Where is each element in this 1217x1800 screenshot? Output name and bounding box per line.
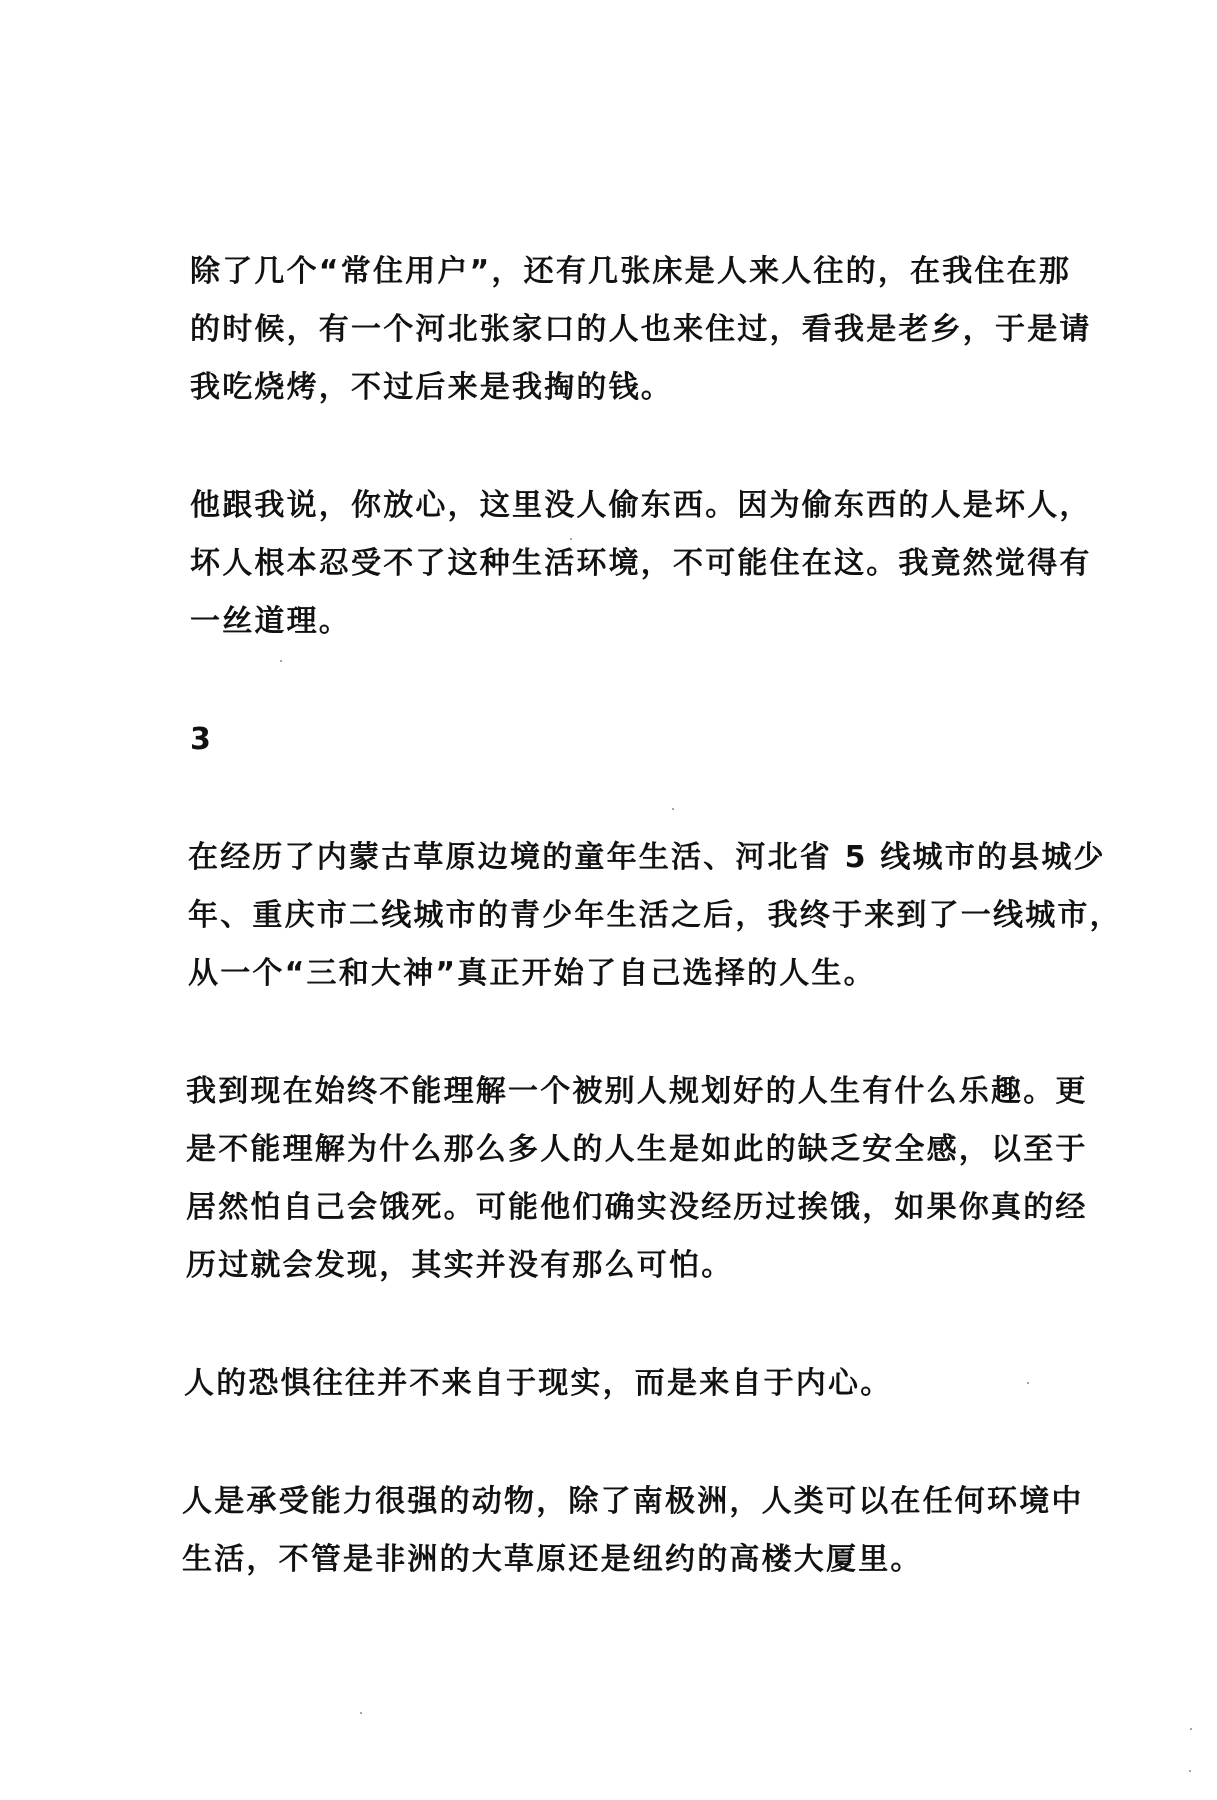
text-line: [0, 538, 1217, 590]
section-number: [0, 714, 1217, 766]
text-line-content: 坏人根本忍受不了这种生活环境，不可能住在这。我竟然觉得有: [190, 546, 1092, 581]
text-line-content: 生活，不管是非洲的大草原还是纽约的高楼大厦里。: [182, 1542, 923, 1577]
text-line: [0, 832, 1217, 884]
text-line: [0, 1240, 1217, 1292]
section-number-text: 3: [190, 722, 214, 757]
text-line: [0, 596, 1217, 648]
text-line-content: 从一个“三和大神”真正开始了自己选择的人生。: [188, 956, 876, 991]
scan-speck: [672, 808, 674, 810]
text-line-content: 在经历了内蒙古草原边境的童年生活、河北省 5 线城市的县城少: [188, 840, 1106, 875]
text-line-content: 人是承受能力很强的动物，除了南极洲，人类可以在任何环境中: [182, 1484, 1084, 1519]
text-line-content: 是不能理解为什么那么多人的人生是如此的缺乏安全感，以至于: [186, 1132, 1088, 1167]
scan-speck: [360, 1712, 362, 1714]
text-line-content: 历过就会发现，其实并没有那么可怕。: [186, 1248, 734, 1283]
scan-speck: [1189, 1770, 1191, 1772]
text-line-content: 一丝道理。: [190, 604, 351, 639]
text-line: [0, 1124, 1217, 1176]
text-line-content: 人的恐惧往往并不来自于现实，而是来自于内心。: [184, 1366, 893, 1401]
text-line-content: 他跟我说，你放心，这里没人偷东西。因为偷东西的人是坏人，: [190, 488, 1092, 523]
text-line-content: 我吃烧烤，不过后来是我掏的钱。: [190, 370, 673, 405]
scan-speck: [570, 538, 572, 540]
text-line-content: 除了几个“常住用户”，还有几张床是人来人往的，在我住在那: [190, 254, 1072, 289]
scan-speck: [1190, 1728, 1192, 1730]
text-line: [0, 948, 1217, 1000]
text-line-content: 年、重庆市二线城市的青少年生活之后，我终于来到了一线城市，: [188, 898, 1122, 933]
text-line: [0, 1066, 1217, 1118]
text-line: [0, 890, 1217, 942]
text-line: [0, 246, 1217, 298]
text-line-content: 的时候，有一个河北张家口的人也来住过，看我是老乡，于是请: [190, 312, 1092, 347]
text-line: [0, 1358, 1217, 1410]
text-line: [0, 480, 1217, 532]
text-line: [0, 1534, 1217, 1586]
scan-speck: [1027, 1382, 1029, 1384]
text-line: [0, 1182, 1217, 1234]
text-line-content: 居然怕自己会饿死。可能他们确实没经历过挨饿，如果你真的经: [186, 1190, 1088, 1225]
text-line: [0, 1476, 1217, 1528]
scan-speck: [280, 660, 282, 662]
text-line: [0, 304, 1217, 356]
text-line: [0, 362, 1217, 414]
text-line-content: 我到现在始终不能理解一个被别人规划好的人生有什么乐趣。更: [186, 1074, 1088, 1109]
